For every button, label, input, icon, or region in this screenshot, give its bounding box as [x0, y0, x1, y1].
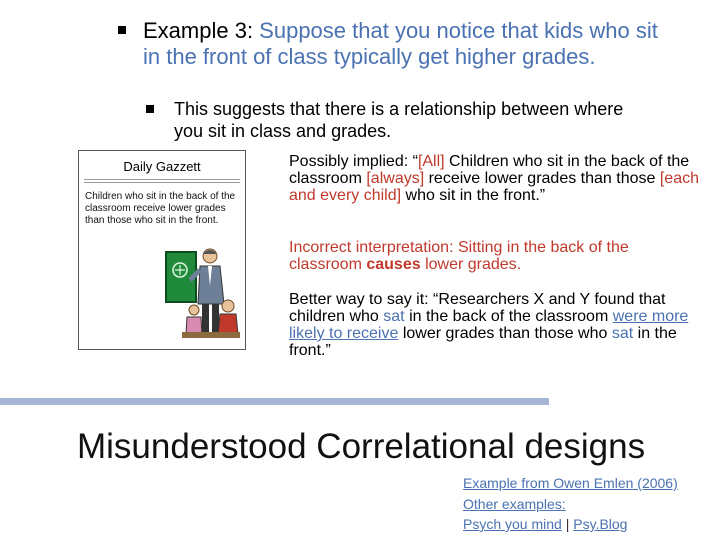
implied-red: [always]: [366, 170, 425, 187]
better-text: in the back of the classroom: [404, 308, 613, 325]
better-blue-underlined: were more likely to receive: [289, 308, 689, 342]
bullet-square-icon: [118, 26, 126, 34]
newspaper-clipping: [78, 150, 246, 350]
better-blue: sat: [611, 325, 634, 342]
newspaper-rule: [84, 179, 240, 180]
slide-title: Misunderstood Correlational designs: [77, 427, 646, 466]
newspaper-title: Daily Gazzett: [123, 159, 201, 174]
better-blue: sat: [383, 308, 405, 325]
possibly-implied-paragraph: [289, 153, 699, 204]
incorrect-text: Incorrect interpretation: Sitting in the back of the classroom: [289, 239, 629, 273]
link-separator: |: [561, 516, 574, 532]
example-text: Suppose that you notice that kids who sit in the front of class typically get higher grades.: [143, 18, 658, 69]
implied-text: Possibly implied: “: [289, 153, 418, 170]
implied-text: receive lower grades than those: [424, 170, 660, 187]
better-text: lower grades than those who: [398, 325, 612, 342]
incorrect-bold: causes: [366, 256, 421, 273]
better-way-paragraph: [289, 291, 699, 359]
owen-emlen-link[interactable]: Example from Owen Emlen (2006): [463, 475, 678, 491]
implied-text: Children who sit in the back of the classroom: [289, 153, 690, 187]
incorrect-interpretation-paragraph: [289, 239, 699, 273]
psych-you-mind-link[interactable]: Psych you mind: [463, 516, 562, 532]
bullet-example-3: [143, 18, 663, 70]
better-text: Better way to say it: “Researchers X and Y found that children who: [289, 291, 666, 325]
psy-blog-link[interactable]: Psy.Blog: [573, 516, 628, 532]
references: [463, 473, 713, 535]
newspaper-body: Children who sit in the back of the classroom receive lower grades than those who sit in the front.: [85, 191, 236, 226]
divider-bar: [0, 398, 549, 405]
other-examples-link[interactable]: Other examples:: [463, 495, 566, 512]
teacher-chalkboard-clipart: [164, 246, 242, 344]
implied-text: who sit in the front.”: [401, 187, 546, 204]
sub-bullet-relationship: This suggests that there is a relationship between where you sit in class and grades.: [174, 99, 624, 141]
bullet-square-icon: [146, 105, 154, 113]
better-text: in the front.”: [289, 325, 677, 359]
example-lead: Example 3:: [143, 18, 260, 43]
implied-red: [All]: [417, 153, 445, 170]
newspaper-rule: [84, 182, 240, 183]
incorrect-text: lower grades.: [420, 256, 522, 273]
implied-red: [each and every child]: [289, 170, 699, 204]
